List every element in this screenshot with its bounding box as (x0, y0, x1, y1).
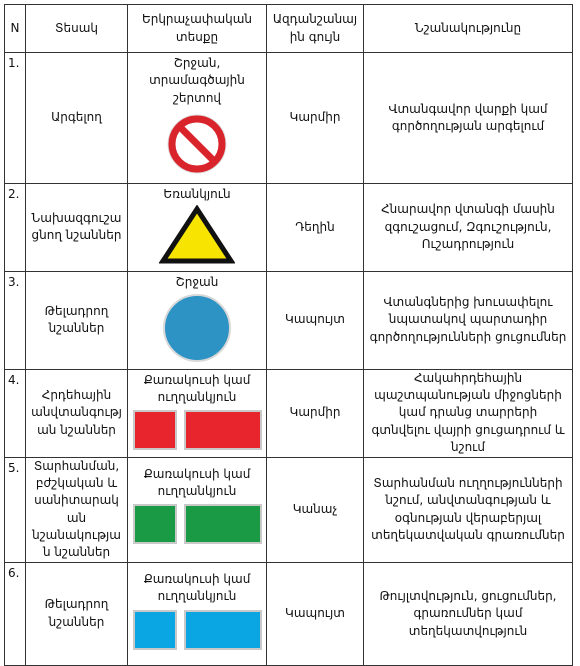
shape-cell (128, 53, 267, 184)
signs-table (4, 4, 573, 666)
evacuation-rectangles (132, 504, 262, 544)
row-number: 2. (5, 184, 26, 272)
sign-meaning: Հակահրդեհային պաշտպանության միջոցների կամ դրանց տարրերի գտնվելու վայրի ցուցադրում և նշում (364, 369, 573, 457)
sign-meaning: Վտանգավոր վարքի կամ գործողության արգելում (364, 53, 573, 184)
table-row (5, 369, 573, 457)
row-number: 5. (5, 457, 26, 562)
sign-type: Թելադրող նշաններ (26, 271, 128, 369)
fire-safety-rectangles (132, 410, 262, 450)
header-color: Ազդանշանային գույն (267, 5, 364, 53)
row-number: 3. (5, 271, 26, 369)
rectangle-sign-icon (184, 410, 262, 450)
shape-cell (128, 457, 267, 562)
mandatory-rectangles (132, 610, 262, 650)
sign-type: Հրդեհային անվտանգության նշաններ (26, 369, 128, 457)
header-shape: Երկրաչափական տեսքը (128, 5, 267, 53)
header-row (5, 5, 573, 53)
signal-color: Կապույտ (267, 271, 364, 369)
table-row (5, 271, 573, 369)
shape-cell (128, 369, 267, 457)
header-num: N (5, 5, 26, 53)
shape-cell (128, 271, 267, 369)
square-sign-icon (133, 610, 177, 650)
rectangle-sign-icon (184, 610, 262, 650)
sign-type: Թելադրող նշաններ (26, 562, 128, 665)
table-row (5, 457, 573, 562)
sign-meaning: Վտանգներից խուսափելու նպատակով պարտադիր գործողությունների ցուցումներ (364, 271, 573, 369)
sign-meaning: Հնարավոր վտանգի մասին զգուշացում, Զգուշություն, Ուշադրություն (364, 184, 573, 272)
row-number: 4. (5, 369, 26, 457)
shape-description: Քառակուսի կամ ուղղանկյուն (143, 466, 251, 498)
rectangle-sign-icon (184, 504, 262, 544)
shape-cell (128, 562, 267, 665)
shape-description: Շրջան, տրամագծային շերտով (149, 56, 245, 105)
sign-meaning: Թույլտվություն, ցուցումներ, գրառումներ կամ տեղեկատվություն (364, 562, 573, 665)
shape-description: Շրջան (175, 274, 219, 289)
sign-meaning: Տարհանման ուղղությունների նշում, անվտանգության և օգնության վերաբերյալ տեղեկատվական գրառումներ (364, 457, 573, 562)
sign-type: Արգելող (26, 53, 128, 184)
row-number: 6. (5, 562, 26, 665)
header-type: Տեսակ (26, 5, 128, 53)
signal-color: Կապույտ (267, 562, 364, 665)
signal-color: Կարմիր (267, 53, 364, 184)
sign-type: Նախազգուշացնող նշաններ (26, 184, 128, 272)
signal-color: Կանաչ (267, 457, 364, 562)
square-sign-icon (133, 410, 177, 450)
signal-color: Կարմիր (267, 369, 364, 457)
shape-description: Եռանկյուն (163, 187, 231, 201)
square-sign-icon (133, 504, 177, 544)
table-row (5, 184, 573, 272)
shape-description: Քառակուսի կամ ուղղանկյուն (143, 571, 251, 604)
shape-cell (128, 184, 267, 272)
shape-description: Քառակուսի կամ ուղղանկյուն (143, 372, 251, 404)
header-meaning: Նշանակությունը (364, 5, 573, 53)
prohibition-sign-icon (132, 111, 262, 182)
mandatory-circle-icon (132, 293, 262, 368)
table-row (5, 53, 573, 184)
row-number: 1. (5, 53, 26, 184)
signal-color: Դեղին (267, 184, 364, 272)
sign-type: Տարհանման, բժշկական և սանիտարական նշանակության նշաններ (26, 457, 128, 562)
warning-triangle-icon (132, 205, 262, 270)
table-row (5, 562, 573, 665)
